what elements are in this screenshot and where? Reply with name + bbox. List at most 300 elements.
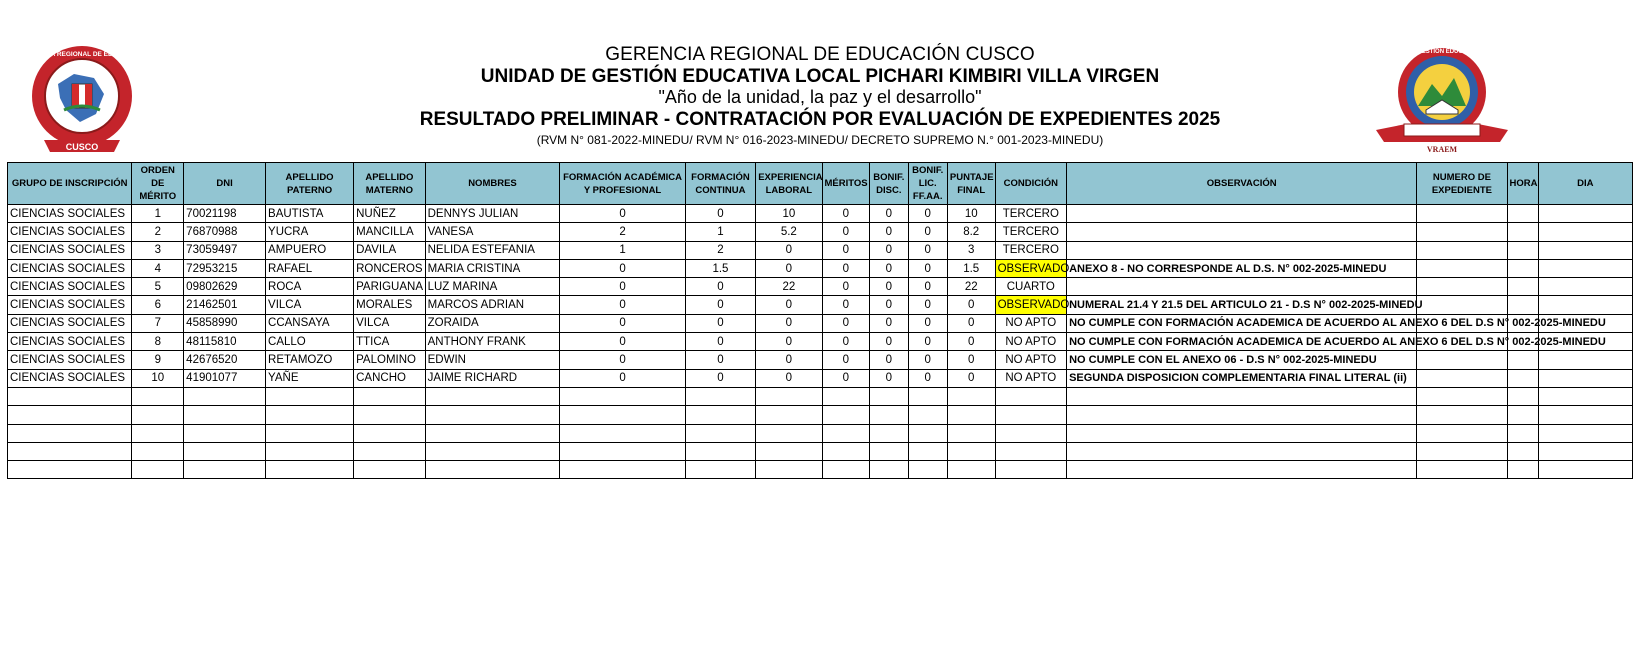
cell-empty xyxy=(822,406,870,424)
cell-bl: 0 xyxy=(908,278,947,296)
cell-empty xyxy=(685,442,755,460)
cell-el: 22 xyxy=(756,278,822,296)
col-header: FORMACIÓN CONTINUA xyxy=(685,163,755,205)
cell-empty xyxy=(132,442,184,460)
cell-dni: 48115810 xyxy=(184,333,266,351)
cell-empty xyxy=(908,424,947,442)
cell-materno: VILCA xyxy=(354,314,426,332)
cell-materno: CANCHO xyxy=(354,369,426,387)
cell-empty xyxy=(560,406,685,424)
cell-grupo: CIENCIAS SOCIALES xyxy=(8,351,132,369)
cell-empty xyxy=(822,461,870,479)
cell-empty xyxy=(995,461,1067,479)
cell-materno: DAVILA xyxy=(354,241,426,259)
cell-empty xyxy=(1507,406,1538,424)
col-header: PUNTAJE FINAL xyxy=(947,163,995,205)
cell-empty xyxy=(756,461,822,479)
cell-empty xyxy=(947,387,995,405)
cell-empty xyxy=(1417,424,1507,442)
cell-me: 0 xyxy=(822,259,870,277)
cell-el: 0 xyxy=(756,259,822,277)
cell-empty xyxy=(1067,461,1417,479)
cell-bd: 0 xyxy=(870,205,908,223)
cell-cond: TERCERO xyxy=(995,205,1067,223)
cell-empty xyxy=(1538,296,1632,314)
cell-empty xyxy=(560,442,685,460)
cell-empty xyxy=(1417,223,1507,241)
page-title: RESULTADO PRELIMINAR - CONTRATACIÓN POR EVALUACIÓN DE EXPEDIENTES 2025 xyxy=(419,109,1221,130)
cell-empty xyxy=(1538,278,1632,296)
col-header: APELLIDO MATERNO xyxy=(354,163,426,205)
cell-empty xyxy=(132,387,184,405)
cell-bl: 0 xyxy=(908,259,947,277)
cell-empty xyxy=(266,424,354,442)
cell-empty xyxy=(1507,223,1538,241)
cell-empty xyxy=(870,406,908,424)
empty-row xyxy=(8,406,1633,424)
cell-pf: 1.5 xyxy=(947,259,995,277)
cell-empty xyxy=(425,424,560,442)
cell-observacion xyxy=(1067,223,1417,241)
cell-fc: 0 xyxy=(685,205,755,223)
cell-empty xyxy=(995,387,1067,405)
table-row xyxy=(8,296,1633,314)
cell-orden: 1 xyxy=(132,205,184,223)
cell-me: 0 xyxy=(822,223,870,241)
cell-empty xyxy=(1417,205,1507,223)
cell-fa: 0 xyxy=(560,351,685,369)
cell-empty xyxy=(1507,387,1538,405)
header-gerencia: GERENCIA REGIONAL DE EDUCACIÓN CUSCO xyxy=(605,44,1035,65)
cell-empty xyxy=(1538,351,1632,369)
cell-empty xyxy=(1507,461,1538,479)
cell-empty xyxy=(354,387,426,405)
cell-observacion: NO CUMPLE CON EL ANEXO 06 - D.S N° 002-2025-MINEDU xyxy=(1067,351,1417,369)
cell-fa: 1 xyxy=(560,241,685,259)
cell-bd: 0 xyxy=(870,314,908,332)
cell-empty xyxy=(184,461,266,479)
cell-empty xyxy=(184,406,266,424)
cell-empty xyxy=(8,387,132,405)
cell-empty xyxy=(8,406,132,424)
cell-dni: 76870988 xyxy=(184,223,266,241)
col-header: EXPERIENCIA LABORAL xyxy=(756,163,822,205)
cell-grupo: CIENCIAS SOCIALES xyxy=(8,259,132,277)
col-header: FORMACIÓN ACADÉMICA Y PROFESIONAL xyxy=(560,163,685,205)
cell-empty xyxy=(266,442,354,460)
table-row xyxy=(8,351,1633,369)
cell-nombres: LUZ MARINA xyxy=(425,278,560,296)
cell-empty xyxy=(995,442,1067,460)
cell-bl: 0 xyxy=(908,296,947,314)
cell-empty xyxy=(266,387,354,405)
table-row xyxy=(8,314,1633,332)
cell-fa: 0 xyxy=(560,333,685,351)
cell-observacion: NO CUMPLE CON FORMACIÓN ACADEMICA DE ACUERDO AL ANEXO 6 DEL D.S N° 002-2025-MINEDU xyxy=(1067,333,1417,351)
cell-empty xyxy=(908,442,947,460)
cell-pf: 0 xyxy=(947,369,995,387)
cell-empty xyxy=(8,461,132,479)
cell-grupo: CIENCIAS SOCIALES xyxy=(8,296,132,314)
cell-materno: NUÑEZ xyxy=(354,205,426,223)
cell-el: 0 xyxy=(756,314,822,332)
cell-empty xyxy=(1507,351,1538,369)
cell-dni: 09802629 xyxy=(184,278,266,296)
cell-paterno: RETAMOZO xyxy=(266,351,354,369)
cell-empty xyxy=(1067,442,1417,460)
table-row xyxy=(8,223,1633,241)
cell-grupo: CIENCIAS SOCIALES xyxy=(8,205,132,223)
cell-pf: 0 xyxy=(947,296,995,314)
cell-empty xyxy=(756,387,822,405)
cell-empty xyxy=(354,461,426,479)
cell-cond: TERCERO xyxy=(995,241,1067,259)
cell-empty xyxy=(947,461,995,479)
cell-cond: TERCERO xyxy=(995,223,1067,241)
cell-dni: 21462501 xyxy=(184,296,266,314)
cell-fa: 0 xyxy=(560,205,685,223)
table-row xyxy=(8,259,1633,277)
cell-observacion: NO CUMPLE CON FORMACIÓN ACADEMICA DE ACUERDO AL ANEXO 6 DEL D.S N° 002-2025-MINEDU xyxy=(1067,314,1417,332)
cell-bd: 0 xyxy=(870,351,908,369)
cell-fc: 0 xyxy=(685,333,755,351)
cell-empty xyxy=(425,387,560,405)
cell-dni: 42676520 xyxy=(184,351,266,369)
col-header: NUMERO DE EXPEDIENTE xyxy=(1417,163,1507,205)
cell-cond: OBSERVADO xyxy=(995,259,1067,277)
cell-fc: 0 xyxy=(685,314,755,332)
cell-empty xyxy=(1417,369,1507,387)
cell-grupo: CIENCIAS SOCIALES xyxy=(8,241,132,259)
cell-empty xyxy=(8,424,132,442)
cell-me: 0 xyxy=(822,351,870,369)
cell-empty xyxy=(1538,369,1632,387)
cell-empty xyxy=(425,461,560,479)
cell-fa: 0 xyxy=(560,314,685,332)
cell-materno: MORALES xyxy=(354,296,426,314)
cell-empty xyxy=(1417,406,1507,424)
cell-empty xyxy=(870,424,908,442)
cell-nombres: NELIDA ESTEFANIA xyxy=(425,241,560,259)
cell-bl: 0 xyxy=(908,351,947,369)
cell-paterno: AMPUERO xyxy=(266,241,354,259)
cell-materno: MANCILLA xyxy=(354,223,426,241)
cell-empty xyxy=(184,442,266,460)
cell-bd: 0 xyxy=(870,278,908,296)
cell-observacion xyxy=(1067,278,1417,296)
cell-dni: 73059497 xyxy=(184,241,266,259)
cell-empty xyxy=(425,406,560,424)
cell-materno: TTICA xyxy=(354,333,426,351)
cell-empty xyxy=(822,387,870,405)
cell-nombres: JAIME RICHARD xyxy=(425,369,560,387)
cell-empty xyxy=(8,442,132,460)
cell-me: 0 xyxy=(822,278,870,296)
cell-nombres: VANESA xyxy=(425,223,560,241)
cell-fa: 2 xyxy=(560,223,685,241)
cell-el: 0 xyxy=(756,333,822,351)
cell-empty xyxy=(1507,369,1538,387)
svg-text:GERENCIA REGIONAL DE EDUCACION: GERENCIA REGIONAL DE EDUCACION xyxy=(20,51,144,58)
cell-orden: 3 xyxy=(132,241,184,259)
cell-empty xyxy=(1507,442,1538,460)
cell-empty xyxy=(908,406,947,424)
cell-observacion: ANEXO 8 - NO CORRESPONDE AL D.S. N° 002-2025-MINEDU xyxy=(1067,259,1417,277)
cell-el: 5.2 xyxy=(756,223,822,241)
cell-bd: 0 xyxy=(870,296,908,314)
cell-empty xyxy=(1417,259,1507,277)
cell-me: 0 xyxy=(822,241,870,259)
cell-paterno: BAUTISTA xyxy=(266,205,354,223)
cell-empty xyxy=(870,387,908,405)
cell-el: 0 xyxy=(756,369,822,387)
cell-empty xyxy=(132,406,184,424)
cell-me: 0 xyxy=(822,296,870,314)
cell-paterno: ROCA xyxy=(266,278,354,296)
cell-pf: 3 xyxy=(947,241,995,259)
cell-empty xyxy=(354,406,426,424)
cell-empty xyxy=(1507,259,1538,277)
cell-empty xyxy=(132,461,184,479)
col-header: NOMBRES xyxy=(425,163,560,205)
cell-observacion xyxy=(1067,241,1417,259)
col-header: DIA xyxy=(1538,163,1632,205)
cell-bd: 0 xyxy=(870,223,908,241)
cell-empty xyxy=(1417,278,1507,296)
cell-empty xyxy=(1507,278,1538,296)
cell-el: 0 xyxy=(756,351,822,369)
cell-dni: 45858990 xyxy=(184,314,266,332)
cell-empty xyxy=(184,387,266,405)
cell-empty xyxy=(425,442,560,460)
cell-empty xyxy=(1417,387,1507,405)
col-header: DNI xyxy=(184,163,266,205)
empty-row xyxy=(8,442,1633,460)
cell-empty xyxy=(560,461,685,479)
cell-grupo: CIENCIAS SOCIALES xyxy=(8,314,132,332)
cell-paterno: CALLO xyxy=(266,333,354,351)
cell-nombres: ANTHONY FRANK xyxy=(425,333,560,351)
cell-empty xyxy=(908,461,947,479)
cell-empty xyxy=(1067,387,1417,405)
svg-text:CUSCO: CUSCO xyxy=(65,142,99,152)
col-header: HORA xyxy=(1507,163,1538,205)
header-year-motto: "Año de la unidad, la paz y el desarrollo" xyxy=(658,87,982,107)
col-header: ORDEN DE MÉRITO xyxy=(132,163,184,205)
cell-empty xyxy=(1538,205,1632,223)
cell-bl: 0 xyxy=(908,205,947,223)
cell-fc: 0 xyxy=(685,296,755,314)
cell-empty xyxy=(870,442,908,460)
cell-bl: 0 xyxy=(908,241,947,259)
cell-empty xyxy=(995,424,1067,442)
cell-empty xyxy=(560,387,685,405)
empty-row xyxy=(8,461,1633,479)
cell-nombres: MARCOS ADRIAN xyxy=(425,296,560,314)
cell-empty xyxy=(995,406,1067,424)
cell-pf: 0 xyxy=(947,351,995,369)
cell-orden: 9 xyxy=(132,351,184,369)
cell-bl: 0 xyxy=(908,223,947,241)
cell-empty xyxy=(822,424,870,442)
cell-cond: NO APTO xyxy=(995,314,1067,332)
cell-empty xyxy=(1417,241,1507,259)
table-header-row xyxy=(8,163,1633,205)
cell-empty xyxy=(685,424,755,442)
cell-observacion xyxy=(1067,205,1417,223)
col-header: MÉRITOS xyxy=(822,163,870,205)
cell-fc: 0 xyxy=(685,369,755,387)
table-row xyxy=(8,241,1633,259)
cell-bl: 0 xyxy=(908,314,947,332)
cell-pf: 8.2 xyxy=(947,223,995,241)
cell-fc: 1.5 xyxy=(685,259,755,277)
cell-empty xyxy=(1417,296,1507,314)
cell-paterno: VILCA xyxy=(266,296,354,314)
cell-empty xyxy=(354,442,426,460)
cell-empty xyxy=(1538,442,1632,460)
col-header: APELLIDO PATERNO xyxy=(266,163,354,205)
cell-cond: NO APTO xyxy=(995,369,1067,387)
empty-row xyxy=(8,387,1633,405)
cell-empty xyxy=(1067,424,1417,442)
cell-empty xyxy=(947,424,995,442)
cell-bd: 0 xyxy=(870,259,908,277)
cell-orden: 2 xyxy=(132,223,184,241)
cell-dni: 72953215 xyxy=(184,259,266,277)
cell-empty xyxy=(685,406,755,424)
cell-observacion: SEGUNDA DISPOSICION COMPLEMENTARIA FINAL LITERAL (ii) xyxy=(1067,369,1417,387)
cell-empty xyxy=(1067,406,1417,424)
cell-empty xyxy=(1417,442,1507,460)
cell-empty xyxy=(354,424,426,442)
cell-orden: 5 xyxy=(132,278,184,296)
cell-grupo: CIENCIAS SOCIALES xyxy=(8,333,132,351)
cell-paterno: YUCRA xyxy=(266,223,354,241)
cell-empty xyxy=(1538,241,1632,259)
cell-me: 0 xyxy=(822,314,870,332)
cell-cond: NO APTO xyxy=(995,351,1067,369)
cell-cond: CUARTO xyxy=(995,278,1067,296)
cell-empty xyxy=(1507,241,1538,259)
cell-grupo: CIENCIAS SOCIALES xyxy=(8,223,132,241)
cell-fa: 0 xyxy=(560,259,685,277)
cell-paterno: CCANSAYA xyxy=(266,314,354,332)
cell-empty xyxy=(685,387,755,405)
cell-me: 0 xyxy=(822,369,870,387)
col-header: BONIF. DISC. xyxy=(870,163,908,205)
cell-materno: PALOMINO xyxy=(354,351,426,369)
cell-el: 0 xyxy=(756,241,822,259)
cell-empty xyxy=(1507,296,1538,314)
cell-materno: RONCEROS xyxy=(354,259,426,277)
cell-empty xyxy=(1507,424,1538,442)
cell-me: 0 xyxy=(822,205,870,223)
cell-empty xyxy=(184,424,266,442)
svg-text:VRAEM: VRAEM xyxy=(1426,145,1458,154)
cell-pf: 10 xyxy=(947,205,995,223)
empty-row xyxy=(8,424,1633,442)
cell-empty xyxy=(132,424,184,442)
cell-fc: 2 xyxy=(685,241,755,259)
cell-nombres: ZORAIDA xyxy=(425,314,560,332)
table-row xyxy=(8,333,1633,351)
cell-orden: 4 xyxy=(132,259,184,277)
table-row xyxy=(8,278,1633,296)
results-table xyxy=(7,162,1633,479)
cell-fa: 0 xyxy=(560,296,685,314)
cell-bd: 0 xyxy=(870,369,908,387)
cell-orden: 7 xyxy=(132,314,184,332)
cell-empty xyxy=(266,406,354,424)
cell-empty xyxy=(1538,387,1632,405)
col-header: CONDICIÓN xyxy=(995,163,1067,205)
cell-empty xyxy=(1538,406,1632,424)
cell-el: 10 xyxy=(756,205,822,223)
cell-fc: 1 xyxy=(685,223,755,241)
cell-paterno: RAFAEL xyxy=(266,259,354,277)
cell-nombres: MARIA CRISTINA xyxy=(425,259,560,277)
cell-bd: 0 xyxy=(870,241,908,259)
cell-empty xyxy=(947,406,995,424)
cell-materno: PARIGUANA xyxy=(354,278,426,296)
cell-empty xyxy=(870,461,908,479)
cell-grupo: CIENCIAS SOCIALES xyxy=(8,278,132,296)
cell-fa: 0 xyxy=(560,369,685,387)
header-legal-references: (RVM N° 081-2022-MINEDU/ RVM N° 016-2023-MINEDU/ DECRETO SUPREMO N.° 001-2023-MINEDU) xyxy=(536,133,1104,147)
cell-nombres: DENNYS JULIAN xyxy=(425,205,560,223)
cell-empty xyxy=(947,442,995,460)
cell-pf: 0 xyxy=(947,333,995,351)
cell-orden: 8 xyxy=(132,333,184,351)
cell-empty xyxy=(685,461,755,479)
cell-dni: 41901077 xyxy=(184,369,266,387)
cell-grupo: CIENCIAS SOCIALES xyxy=(8,369,132,387)
cell-empty xyxy=(560,424,685,442)
cell-paterno: YAÑE xyxy=(266,369,354,387)
cell-el: 0 xyxy=(756,296,822,314)
cell-empty xyxy=(1538,259,1632,277)
cell-empty xyxy=(1538,424,1632,442)
cell-empty xyxy=(266,461,354,479)
cell-fa: 0 xyxy=(560,278,685,296)
cell-empty xyxy=(822,442,870,460)
col-header: BONIF. LIC. FF.AA. xyxy=(908,163,947,205)
cell-bl: 0 xyxy=(908,369,947,387)
col-header: GRUPO DE INSCRIPCIÓN xyxy=(8,163,132,205)
cell-nombres: EDWIN xyxy=(425,351,560,369)
cell-bl: 0 xyxy=(908,333,947,351)
cell-empty xyxy=(1417,351,1507,369)
cell-empty xyxy=(1538,461,1632,479)
cell-empty xyxy=(1417,461,1507,479)
document-header xyxy=(0,44,1640,149)
svg-text:UNIDAD DE GESTION EDUCATIVA LO: UNIDAD DE GESTION EDUCATIVA LOCAL xyxy=(1382,49,1502,55)
cell-empty xyxy=(756,406,822,424)
header-ugel: UNIDAD DE GESTIÓN EDUCATIVA LOCAL PICHARI KIMBIRI VILLA VIRGEN xyxy=(480,66,1160,87)
cell-cond: OBSERVADO xyxy=(995,296,1067,314)
cell-dni: 70021198 xyxy=(184,205,266,223)
cell-empty xyxy=(756,424,822,442)
cell-cond: NO APTO xyxy=(995,333,1067,351)
col-header: OBSERVACIÓN xyxy=(1067,163,1417,205)
cell-orden: 6 xyxy=(132,296,184,314)
cell-orden: 10 xyxy=(132,369,184,387)
table-row xyxy=(8,369,1633,387)
cell-empty xyxy=(1538,223,1632,241)
cell-empty xyxy=(908,387,947,405)
cell-me: 0 xyxy=(822,333,870,351)
